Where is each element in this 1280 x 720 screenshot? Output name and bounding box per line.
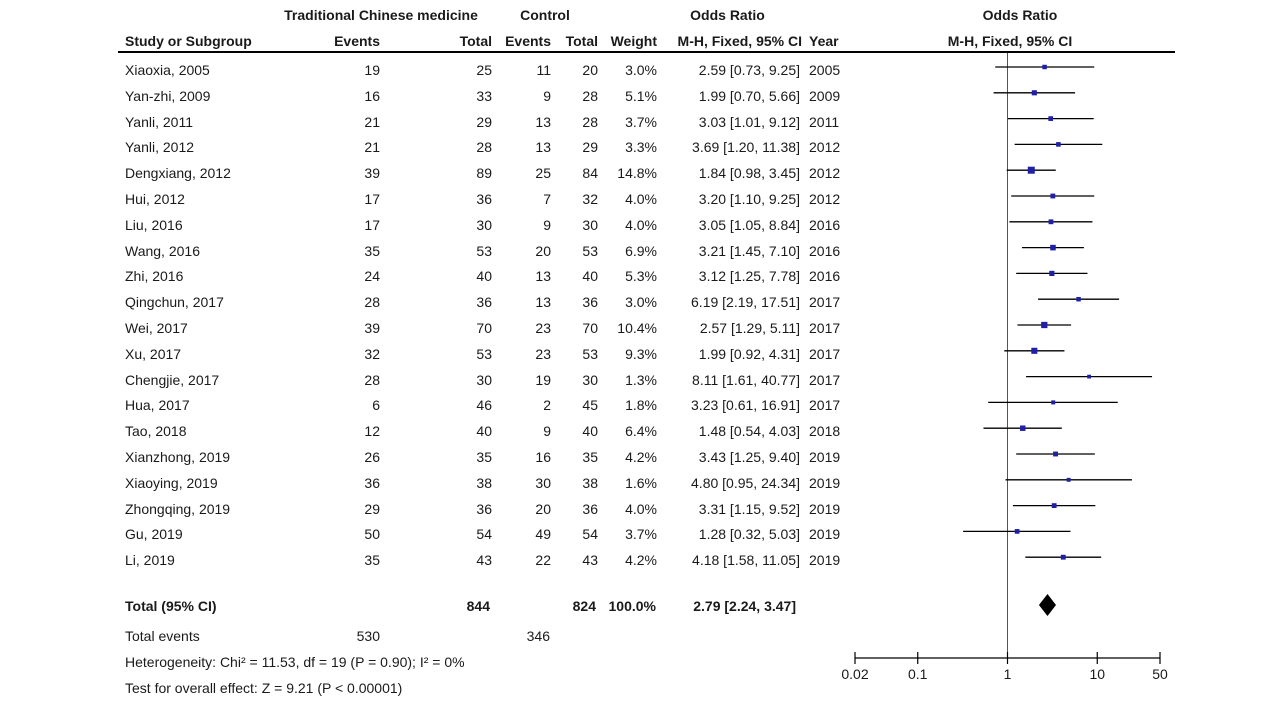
total2-cell: 30 <box>582 216 598 233</box>
events1-cell: 17 <box>364 216 380 233</box>
events2-cell: 49 <box>535 526 551 543</box>
total-weight: 100.0% <box>608 598 656 614</box>
events1-cell: 39 <box>364 320 380 336</box>
total1-cell: 53 <box>476 345 492 362</box>
events2-cell: 11 <box>536 62 551 78</box>
pooled-estimate-diamond <box>1039 594 1056 616</box>
total2-cell: 40 <box>582 268 598 285</box>
events1-cell: 26 <box>364 449 380 465</box>
events2-cell: 7 <box>543 191 551 207</box>
or-ci-cell: 6.19 [2.19, 17.51] <box>691 294 800 311</box>
total1-cell: 38 <box>476 474 492 491</box>
point-estimate-marker <box>1042 65 1046 69</box>
year-cell: 2016 <box>809 268 841 285</box>
or-ci-cell: 3.05 [1.05, 8.84] <box>698 216 800 233</box>
point-estimate-marker <box>1041 322 1047 328</box>
total1-cell: 28 <box>476 139 492 156</box>
study-name: Hua, 2017 <box>125 397 190 414</box>
or-ci-cell: 1.99 [0.70, 5.66] <box>698 87 800 104</box>
total1-cell: 29 <box>476 113 492 130</box>
or-ci-cell: 2.57 [1.29, 5.11] <box>699 320 800 336</box>
events1-cell: 17 <box>364 191 380 207</box>
total-events-label: Total events <box>125 628 200 644</box>
events1-cell: 21 <box>364 113 380 130</box>
total2-cell: 20 <box>582 62 598 78</box>
total-label: Total (95% CI) <box>125 598 217 614</box>
weight-cell: 1.3% <box>625 371 657 388</box>
total1-cell: 46 <box>476 397 492 414</box>
total2-cell: 53 <box>582 242 598 259</box>
events1-cell: 35 <box>364 552 380 569</box>
point-estimate-marker <box>1061 555 1066 560</box>
events2-cell: 25 <box>535 165 551 182</box>
year-cell: 2017 <box>809 345 841 362</box>
or-ci-cell: 3.20 [1.10, 9.25] <box>698 191 800 207</box>
study-name: Liu, 2016 <box>125 216 183 233</box>
weight-cell: 10.4% <box>617 320 657 336</box>
weight-cell: 3.0% <box>625 62 657 78</box>
year-cell: 2017 <box>809 294 841 311</box>
events2-cell: 2 <box>543 397 551 414</box>
year-cell: 2019 <box>809 526 841 543</box>
weight-cell: 4.0% <box>625 191 657 207</box>
weight-cell: 4.2% <box>625 449 657 465</box>
or-ci-cell: 1.48 [0.54, 4.03] <box>698 423 800 440</box>
study-name: Xiaoying, 2019 <box>125 474 218 491</box>
events1-cell: 28 <box>364 294 380 311</box>
study-name: Chengjie, 2017 <box>125 371 220 388</box>
study-name: Dengxiang, 2012 <box>125 165 231 182</box>
events1-cell: 36 <box>364 474 380 491</box>
study-name: Xiaoxia, 2005 <box>125 62 210 78</box>
year-cell: 2016 <box>809 242 841 259</box>
point-estimate-marker <box>1076 297 1080 301</box>
year-cell: 2019 <box>809 552 841 569</box>
events2-cell: 23 <box>535 320 551 336</box>
total2-column-header: Total <box>565 33 598 49</box>
year-cell: 2017 <box>809 397 841 414</box>
total2-cell: 28 <box>582 113 598 130</box>
events2-cell: 23 <box>535 345 551 362</box>
study-name: Hui, 2012 <box>125 191 185 207</box>
weight-cell: 1.6% <box>625 474 657 491</box>
group1-header: Traditional Chinese medicine <box>284 7 478 23</box>
total2-cell: 36 <box>582 500 598 517</box>
total2-cell: 38 <box>582 474 598 491</box>
total2-cell: 70 <box>582 320 598 336</box>
total2-cell: 43 <box>582 552 598 569</box>
study-column-header: Study or Subgroup <box>125 33 252 49</box>
study-name: Yanli, 2011 <box>125 113 193 130</box>
events2-cell: 20 <box>535 500 551 517</box>
total2-cell: 28 <box>582 87 598 104</box>
or-method-header: M-H, Fixed, 95% CI <box>677 33 802 49</box>
events2-cell: 13 <box>535 113 551 130</box>
events2-cell: 9 <box>543 216 551 233</box>
point-estimate-marker <box>1052 503 1057 508</box>
total1-cell: 36 <box>476 191 492 207</box>
or-ci-cell: 8.11 [1.61, 40.77] <box>692 371 800 388</box>
or-ci-cell: 3.21 [1.45, 7.10] <box>698 242 800 259</box>
total1-cell: 53 <box>476 242 492 259</box>
or-ci-cell: 3.23 [0.61, 16.91] <box>691 397 800 414</box>
weight-cell: 3.7% <box>625 113 657 130</box>
or-ci-cell: 3.69 [1.20, 11.38] <box>692 139 800 156</box>
point-estimate-marker <box>1050 194 1055 199</box>
weight-cell: 1.8% <box>625 397 657 414</box>
events2-cell: 19 <box>535 371 551 388</box>
point-estimate-marker <box>1056 142 1061 147</box>
events2-cell: 20 <box>535 242 551 259</box>
events2-cell: 16 <box>535 449 551 465</box>
point-estimate-marker <box>1051 400 1055 404</box>
point-estimate-marker <box>1031 348 1037 354</box>
x-axis-tick-label: 0.1 <box>908 666 928 682</box>
total1-cell: 43 <box>476 552 492 569</box>
x-axis-tick-label: 0.02 <box>841 666 869 682</box>
weight-cell: 5.3% <box>625 268 657 285</box>
point-estimate-marker <box>1067 478 1071 482</box>
events2-cell: 9 <box>543 87 551 104</box>
total2-cell: 29 <box>582 139 598 156</box>
or-ci-cell: 3.03 [1.01, 9.12] <box>698 113 800 130</box>
weight-cell: 3.3% <box>625 139 657 156</box>
plot-title: Odds Ratio <box>982 7 1058 23</box>
events2-cell: 9 <box>543 423 551 440</box>
weight-cell: 5.1% <box>625 87 657 104</box>
study-name: Yan-zhi, 2009 <box>125 87 211 104</box>
year-cell: 2005 <box>809 62 841 78</box>
point-estimate-marker <box>1020 425 1025 430</box>
study-name: Gu, 2019 <box>125 526 183 543</box>
total1-cell: 40 <box>476 423 492 440</box>
study-name: Zhi, 2016 <box>125 268 184 285</box>
year-cell: 2019 <box>809 474 841 491</box>
study-name: Xianzhong, 2019 <box>125 449 231 465</box>
point-estimate-marker <box>1050 245 1056 251</box>
point-estimate-marker <box>1049 271 1054 276</box>
events1-cell: 6 <box>372 397 380 414</box>
events1-cell: 12 <box>364 423 380 440</box>
total1-cell: 36 <box>476 500 492 517</box>
total-or-text: 2.79 [2.24, 3.47] <box>693 598 796 614</box>
events1-cell: 21 <box>364 139 380 156</box>
point-estimate-marker <box>1048 116 1053 121</box>
study-name: Wei, 2017 <box>125 320 188 336</box>
events1-cell: 39 <box>364 165 380 182</box>
events1-cell: 35 <box>364 242 380 259</box>
events1-cell: 50 <box>364 526 380 543</box>
total-n1: 844 <box>466 598 490 614</box>
total1-cell: 30 <box>476 216 492 233</box>
study-name: Tao, 2018 <box>125 423 187 440</box>
events2-cell: 13 <box>535 294 551 311</box>
events2-cell: 30 <box>535 474 551 491</box>
or-ci-cell: 1.99 [0.92, 4.31] <box>698 345 800 362</box>
total1-cell: 40 <box>476 268 492 285</box>
total2-cell: 45 <box>582 397 598 414</box>
total-events-e1: 530 <box>356 628 380 644</box>
study-name: Zhongqing, 2019 <box>125 500 231 517</box>
x-axis-tick-label: 1 <box>1003 666 1012 682</box>
total1-column-header: Total <box>459 33 492 49</box>
total1-cell: 54 <box>476 526 492 543</box>
group2-header: Control <box>520 7 570 23</box>
weight-cell: 9.3% <box>625 345 657 362</box>
point-estimate-marker <box>1028 167 1035 174</box>
point-estimate-marker <box>1087 375 1091 379</box>
total1-cell: 33 <box>476 87 492 104</box>
events1-cell: 19 <box>364 62 380 78</box>
weight-cell: 4.0% <box>625 216 657 233</box>
plot-method-header: M-H, Fixed, 95% CI <box>947 33 1073 49</box>
year-cell: 2017 <box>809 371 841 388</box>
point-estimate-marker <box>1053 452 1058 457</box>
point-estimate-marker <box>1049 219 1054 224</box>
or-ci-cell: 3.12 [1.25, 7.78] <box>698 268 800 285</box>
total1-cell: 25 <box>476 62 492 78</box>
heterogeneity-text: Heterogeneity: Chi² = 11.53, df = 19 (P = 0.90); I² = 0% <box>125 654 465 670</box>
weight-cell: 4.2% <box>625 552 657 569</box>
year-cell: 2009 <box>809 87 841 104</box>
weight-cell: 14.8% <box>617 165 657 182</box>
events1-cell: 24 <box>364 268 380 285</box>
weight-column-header: Weight <box>610 33 657 49</box>
or-ci-cell: 2.59 [0.73, 9.25] <box>698 62 800 78</box>
events1-cell: 32 <box>364 345 380 362</box>
year-cell: 2012 <box>809 139 841 156</box>
weight-cell: 3.0% <box>625 294 657 311</box>
year-cell: 2012 <box>809 165 841 182</box>
study-name: Wang, 2016 <box>125 242 200 259</box>
year-column-header: Year <box>809 33 839 49</box>
total2-cell: 30 <box>582 371 598 388</box>
point-estimate-marker <box>1032 90 1037 95</box>
study-name: Xu, 2017 <box>125 345 182 362</box>
total2-cell: 40 <box>582 423 598 440</box>
events2-column-header: Events <box>505 33 551 49</box>
events1-cell: 28 <box>364 371 380 388</box>
x-axis-tick-label: 50 <box>1152 666 1168 682</box>
weight-cell: 6.9% <box>625 242 657 259</box>
or-ci-cell: 3.43 [1.25, 9.40] <box>698 449 800 465</box>
year-cell: 2019 <box>809 449 841 465</box>
total1-cell: 89 <box>476 165 492 182</box>
total2-cell: 53 <box>582 345 598 362</box>
weight-cell: 3.7% <box>625 526 657 543</box>
study-name: Li, 2019 <box>125 552 175 569</box>
or-ci-cell: 4.18 [1.58, 11.05] <box>692 552 800 569</box>
point-estimate-marker <box>1015 529 1020 534</box>
events1-cell: 29 <box>364 500 380 517</box>
events2-cell: 13 <box>535 139 551 156</box>
total1-cell: 36 <box>476 294 492 311</box>
or-ci-cell: 1.84 [0.98, 3.45] <box>698 165 800 182</box>
year-cell: 2018 <box>809 423 841 440</box>
total2-cell: 36 <box>582 294 598 311</box>
total-events-e2: 346 <box>526 628 550 644</box>
study-name: Yanli, 2012 <box>125 139 195 156</box>
year-cell: 2019 <box>809 500 841 517</box>
year-cell: 2016 <box>809 216 841 233</box>
total-n2: 824 <box>572 598 596 614</box>
or-ci-cell: 1.28 [0.32, 5.03] <box>698 526 800 543</box>
total2-cell: 54 <box>582 526 598 543</box>
events2-cell: 22 <box>535 552 551 569</box>
events1-column-header: Events <box>334 33 380 49</box>
study-name: Qingchun, 2017 <box>125 294 224 311</box>
total1-cell: 35 <box>476 449 492 465</box>
or-ci-cell: 4.80 [0.95, 24.34] <box>691 474 800 491</box>
total1-cell: 70 <box>476 320 492 336</box>
total2-cell: 84 <box>582 165 598 182</box>
weight-cell: 6.4% <box>625 423 657 440</box>
x-axis-tick-label: 10 <box>1089 666 1106 682</box>
year-cell: 2012 <box>809 191 841 207</box>
events2-cell: 13 <box>535 268 551 285</box>
weight-cell: 4.0% <box>625 500 657 517</box>
events1-cell: 16 <box>364 87 380 104</box>
or-column-title: Odds Ratio <box>690 7 765 23</box>
total2-cell: 32 <box>582 191 598 207</box>
year-cell: 2011 <box>809 113 840 130</box>
total1-cell: 30 <box>476 371 492 388</box>
total2-cell: 35 <box>582 449 598 465</box>
overall-effect-text: Test for overall effect: Z = 9.21 (P < 0.00001) <box>125 680 403 696</box>
or-ci-cell: 3.31 [1.15, 9.52] <box>698 500 800 517</box>
year-cell: 2017 <box>809 320 841 336</box>
